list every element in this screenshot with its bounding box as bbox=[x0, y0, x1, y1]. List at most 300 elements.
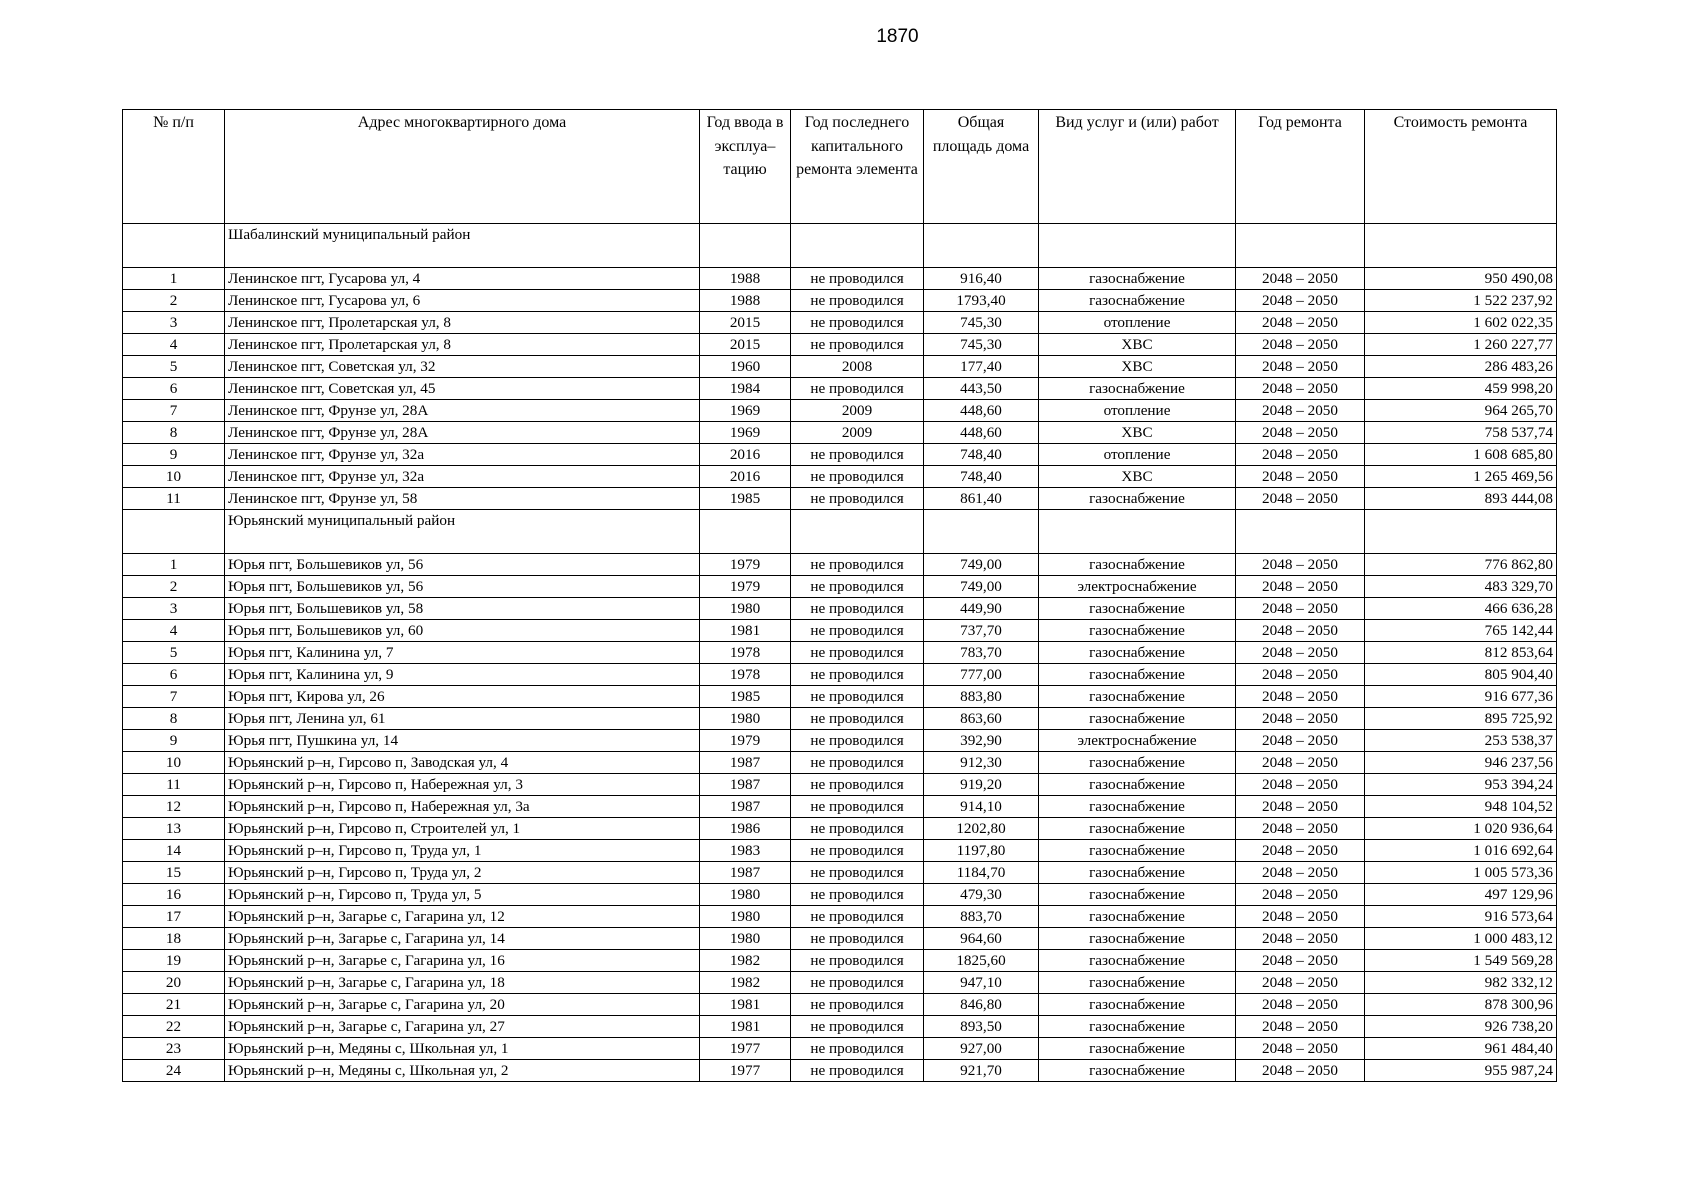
cell-cost: 805 904,40 bbox=[1365, 664, 1557, 686]
cell-last-repair: не проводился bbox=[791, 576, 924, 598]
cell-work-kind: газоснабжение bbox=[1039, 884, 1236, 906]
cell-work-kind: газоснабжение bbox=[1039, 840, 1236, 862]
header-cost: Стоимость ремонта bbox=[1365, 110, 1557, 224]
cell-cost: 1 549 569,28 bbox=[1365, 950, 1557, 972]
cell-area: 893,50 bbox=[924, 1016, 1039, 1038]
cell-year-built: 1977 bbox=[700, 1060, 791, 1082]
cell-address: Ленинское пгт, Гусарова ул, 6 bbox=[225, 290, 700, 312]
empty-cell bbox=[1039, 510, 1236, 554]
cell-area: 777,00 bbox=[924, 664, 1039, 686]
cell-area: 748,40 bbox=[924, 444, 1039, 466]
cell-work-kind: ХВС bbox=[1039, 466, 1236, 488]
cell-repair-period: 2048 – 2050 bbox=[1236, 972, 1365, 994]
empty-cell bbox=[1236, 510, 1365, 554]
cell-area: 927,00 bbox=[924, 1038, 1039, 1060]
table-row bbox=[123, 994, 1557, 1016]
cell-address: Юрьянский р–н, Загарье с, Гагарина ул, 18 bbox=[225, 972, 700, 994]
housing-repair-table bbox=[122, 109, 1557, 1082]
cell-num: 4 bbox=[123, 620, 225, 642]
cell-work-kind: газоснабжение bbox=[1039, 488, 1236, 510]
empty-cell bbox=[791, 510, 924, 554]
empty-cell bbox=[700, 224, 791, 268]
cell-area: 1825,60 bbox=[924, 950, 1039, 972]
cell-address: Юрьянский р–н, Загарье с, Гагарина ул, 27 bbox=[225, 1016, 700, 1038]
cell-area: 749,00 bbox=[924, 554, 1039, 576]
cell-repair-period: 2048 – 2050 bbox=[1236, 818, 1365, 840]
cell-work-kind: газоснабжение bbox=[1039, 686, 1236, 708]
cell-repair-period: 2048 – 2050 bbox=[1236, 576, 1365, 598]
cell-num: 12 bbox=[123, 796, 225, 818]
cell-num: 18 bbox=[123, 928, 225, 950]
cell-repair-period: 2048 – 2050 bbox=[1236, 356, 1365, 378]
cell-address: Ленинское пгт, Фрунзе ул, 32а bbox=[225, 466, 700, 488]
cell-last-repair: не проводился bbox=[791, 642, 924, 664]
cell-last-repair: 2009 bbox=[791, 422, 924, 444]
cell-year-built: 1983 bbox=[700, 840, 791, 862]
cell-cost: 286 483,26 bbox=[1365, 356, 1557, 378]
cell-num: 5 bbox=[123, 356, 225, 378]
cell-last-repair: не проводился bbox=[791, 312, 924, 334]
cell-repair-period: 2048 – 2050 bbox=[1236, 840, 1365, 862]
cell-area: 443,50 bbox=[924, 378, 1039, 400]
cell-repair-period: 2048 – 2050 bbox=[1236, 400, 1365, 422]
cell-work-kind: газоснабжение bbox=[1039, 598, 1236, 620]
cell-last-repair: не проводился bbox=[791, 620, 924, 642]
table-row bbox=[123, 378, 1557, 400]
cell-last-repair: не проводился bbox=[791, 1016, 924, 1038]
cell-cost: 1 000 483,12 bbox=[1365, 928, 1557, 950]
cell-area: 177,40 bbox=[924, 356, 1039, 378]
district-title: Юрьянский муниципальный район bbox=[225, 510, 700, 554]
cell-work-kind: газоснабжение bbox=[1039, 620, 1236, 642]
cell-address: Юрьянский р–н, Загарье с, Гагарина ул, 12 bbox=[225, 906, 700, 928]
cell-cost: 1 005 573,36 bbox=[1365, 862, 1557, 884]
cell-address: Юрьянский р–н, Загарье с, Гагарина ул, 16 bbox=[225, 950, 700, 972]
cell-repair-period: 2048 – 2050 bbox=[1236, 488, 1365, 510]
cell-num: 20 bbox=[123, 972, 225, 994]
cell-address: Юрьянский р–н, Гирсово п, Набережная ул, 3 bbox=[225, 774, 700, 796]
cell-last-repair: не проводился bbox=[791, 488, 924, 510]
cell-year-built: 1984 bbox=[700, 378, 791, 400]
table-row bbox=[123, 884, 1557, 906]
table-row bbox=[123, 268, 1557, 290]
cell-repair-period: 2048 – 2050 bbox=[1236, 1016, 1365, 1038]
cell-repair-period: 2048 – 2050 bbox=[1236, 312, 1365, 334]
cell-cost: 948 104,52 bbox=[1365, 796, 1557, 818]
table-row bbox=[123, 290, 1557, 312]
cell-work-kind: газоснабжение bbox=[1039, 950, 1236, 972]
cell-address: Юрья пгт, Большевиков ул, 60 bbox=[225, 620, 700, 642]
cell-address: Ленинское пгт, Фрунзе ул, 32а bbox=[225, 444, 700, 466]
cell-cost: 1 522 237,92 bbox=[1365, 290, 1557, 312]
header-repair-period: Год ремонта bbox=[1236, 110, 1365, 224]
cell-last-repair: не проводился bbox=[791, 334, 924, 356]
cell-cost: 926 738,20 bbox=[1365, 1016, 1557, 1038]
cell-repair-period: 2048 – 2050 bbox=[1236, 1060, 1365, 1082]
cell-area: 846,80 bbox=[924, 994, 1039, 1016]
cell-area: 914,10 bbox=[924, 796, 1039, 818]
cell-cost: 1 016 692,64 bbox=[1365, 840, 1557, 862]
cell-repair-period: 2048 – 2050 bbox=[1236, 730, 1365, 752]
cell-area: 1793,40 bbox=[924, 290, 1039, 312]
cell-num: 3 bbox=[123, 598, 225, 620]
cell-repair-period: 2048 – 2050 bbox=[1236, 598, 1365, 620]
cell-work-kind: газоснабжение bbox=[1039, 752, 1236, 774]
cell-area: 1197,80 bbox=[924, 840, 1039, 862]
cell-repair-period: 2048 – 2050 bbox=[1236, 950, 1365, 972]
cell-repair-period: 2048 – 2050 bbox=[1236, 444, 1365, 466]
cell-repair-period: 2048 – 2050 bbox=[1236, 334, 1365, 356]
cell-address: Юрьянский р–н, Гирсово п, Строителей ул, 1 bbox=[225, 818, 700, 840]
cell-repair-period: 2048 – 2050 bbox=[1236, 994, 1365, 1016]
cell-work-kind: газоснабжение bbox=[1039, 642, 1236, 664]
table-row bbox=[123, 488, 1557, 510]
cell-area: 737,70 bbox=[924, 620, 1039, 642]
cell-address: Ленинское пгт, Советская ул, 32 bbox=[225, 356, 700, 378]
table-row bbox=[123, 928, 1557, 950]
cell-repair-period: 2048 – 2050 bbox=[1236, 554, 1365, 576]
cell-area: 783,70 bbox=[924, 642, 1039, 664]
cell-area: 861,40 bbox=[924, 488, 1039, 510]
page-number: 1870 bbox=[876, 26, 919, 47]
cell-num: 10 bbox=[123, 466, 225, 488]
table-row bbox=[123, 664, 1557, 686]
cell-repair-period: 2048 – 2050 bbox=[1236, 466, 1365, 488]
cell-cost: 765 142,44 bbox=[1365, 620, 1557, 642]
table-row bbox=[123, 400, 1557, 422]
table-row bbox=[123, 598, 1557, 620]
table-row bbox=[123, 1038, 1557, 1060]
cell-last-repair: не проводился bbox=[791, 752, 924, 774]
table-row bbox=[123, 1060, 1557, 1082]
cell-year-built: 1988 bbox=[700, 290, 791, 312]
cell-cost: 953 394,24 bbox=[1365, 774, 1557, 796]
cell-address: Юрьянский р–н, Гирсово п, Труда ул, 1 bbox=[225, 840, 700, 862]
cell-last-repair: не проводился bbox=[791, 840, 924, 862]
cell-work-kind: газоснабжение bbox=[1039, 796, 1236, 818]
table-row bbox=[123, 730, 1557, 752]
cell-work-kind: газоснабжение bbox=[1039, 906, 1236, 928]
table-row bbox=[123, 620, 1557, 642]
cell-address: Ленинское пгт, Фрунзе ул, 28А bbox=[225, 422, 700, 444]
empty-cell bbox=[1365, 510, 1557, 554]
cell-area: 1184,70 bbox=[924, 862, 1039, 884]
cell-num: 15 bbox=[123, 862, 225, 884]
cell-cost: 497 129,96 bbox=[1365, 884, 1557, 906]
cell-cost: 946 237,56 bbox=[1365, 752, 1557, 774]
cell-work-kind: газоснабжение bbox=[1039, 708, 1236, 730]
empty-cell bbox=[1236, 224, 1365, 268]
cell-last-repair: 2009 bbox=[791, 400, 924, 422]
table-row bbox=[123, 642, 1557, 664]
cell-num: 19 bbox=[123, 950, 225, 972]
cell-year-built: 1969 bbox=[700, 422, 791, 444]
cell-year-built: 1978 bbox=[700, 664, 791, 686]
cell-work-kind: ХВС bbox=[1039, 422, 1236, 444]
cell-num: 1 bbox=[123, 268, 225, 290]
cell-work-kind: газоснабжение bbox=[1039, 1038, 1236, 1060]
cell-address: Юрья пгт, Большевиков ул, 56 bbox=[225, 576, 700, 598]
cell-cost: 1 260 227,77 bbox=[1365, 334, 1557, 356]
cell-work-kind: газоснабжение bbox=[1039, 378, 1236, 400]
cell-address: Ленинское пгт, Фрунзе ул, 58 bbox=[225, 488, 700, 510]
cell-num: 14 bbox=[123, 840, 225, 862]
cell-address: Юрьянский р–н, Гирсово п, Труда ул, 2 bbox=[225, 862, 700, 884]
cell-num: 17 bbox=[123, 906, 225, 928]
cell-year-built: 1969 bbox=[700, 400, 791, 422]
cell-year-built: 1979 bbox=[700, 554, 791, 576]
cell-last-repair: не проводился bbox=[791, 862, 924, 884]
cell-area: 912,30 bbox=[924, 752, 1039, 774]
cell-work-kind: газоснабжение bbox=[1039, 818, 1236, 840]
cell-year-built: 1978 bbox=[700, 642, 791, 664]
cell-repair-period: 2048 – 2050 bbox=[1236, 752, 1365, 774]
cell-cost: 950 490,08 bbox=[1365, 268, 1557, 290]
cell-cost: 964 265,70 bbox=[1365, 400, 1557, 422]
cell-num: 6 bbox=[123, 378, 225, 400]
header-area: Общая площадь дома bbox=[924, 110, 1039, 224]
cell-year-built: 2015 bbox=[700, 334, 791, 356]
cell-year-built: 1987 bbox=[700, 752, 791, 774]
cell-num: 24 bbox=[123, 1060, 225, 1082]
table-row bbox=[123, 1016, 1557, 1038]
cell-num: 9 bbox=[123, 444, 225, 466]
table-row bbox=[123, 334, 1557, 356]
cell-cost: 916 573,64 bbox=[1365, 906, 1557, 928]
cell-num: 1 bbox=[123, 554, 225, 576]
cell-last-repair: не проводился bbox=[791, 928, 924, 950]
district-section-row bbox=[123, 224, 1557, 268]
cell-repair-period: 2048 – 2050 bbox=[1236, 620, 1365, 642]
cell-work-kind: ХВС bbox=[1039, 356, 1236, 378]
cell-address: Юрья пгт, Ленина ул, 61 bbox=[225, 708, 700, 730]
table-body bbox=[123, 224, 1557, 1082]
empty-cell bbox=[924, 224, 1039, 268]
cell-year-built: 1979 bbox=[700, 576, 791, 598]
header-work-kind: Вид услуг и (или) работ bbox=[1039, 110, 1236, 224]
cell-num: 2 bbox=[123, 290, 225, 312]
cell-num: 10 bbox=[123, 752, 225, 774]
table-row bbox=[123, 862, 1557, 884]
cell-work-kind: газоснабжение bbox=[1039, 928, 1236, 950]
cell-work-kind: газоснабжение bbox=[1039, 664, 1236, 686]
cell-last-repair: не проводился bbox=[791, 598, 924, 620]
cell-year-built: 1980 bbox=[700, 928, 791, 950]
cell-last-repair: не проводился bbox=[791, 708, 924, 730]
cell-address: Юрья пгт, Калинина ул, 9 bbox=[225, 664, 700, 686]
cell-year-built: 1987 bbox=[700, 796, 791, 818]
cell-num: 9 bbox=[123, 730, 225, 752]
cell-cost: 893 444,08 bbox=[1365, 488, 1557, 510]
cell-area: 947,10 bbox=[924, 972, 1039, 994]
cell-area: 448,60 bbox=[924, 400, 1039, 422]
cell-num: 23 bbox=[123, 1038, 225, 1060]
cell-num: 16 bbox=[123, 884, 225, 906]
cell-num: 2 bbox=[123, 576, 225, 598]
cell-repair-period: 2048 – 2050 bbox=[1236, 774, 1365, 796]
table-row bbox=[123, 972, 1557, 994]
cell-last-repair: не проводился bbox=[791, 774, 924, 796]
table-row bbox=[123, 796, 1557, 818]
empty-cell bbox=[791, 224, 924, 268]
cell-year-built: 1979 bbox=[700, 730, 791, 752]
cell-cost: 459 998,20 bbox=[1365, 378, 1557, 400]
cell-num: 3 bbox=[123, 312, 225, 334]
cell-repair-period: 2048 – 2050 bbox=[1236, 642, 1365, 664]
cell-address: Ленинское пгт, Гусарова ул, 4 bbox=[225, 268, 700, 290]
cell-last-repair: не проводился bbox=[791, 664, 924, 686]
cell-cost: 982 332,12 bbox=[1365, 972, 1557, 994]
cell-area: 745,30 bbox=[924, 334, 1039, 356]
table-row bbox=[123, 466, 1557, 488]
cell-last-repair: не проводился bbox=[791, 818, 924, 840]
table-row bbox=[123, 774, 1557, 796]
cell-num: 22 bbox=[123, 1016, 225, 1038]
empty-cell bbox=[123, 510, 225, 554]
table-row bbox=[123, 708, 1557, 730]
district-title: Шабалинский муниципальный район bbox=[225, 224, 700, 268]
cell-repair-period: 2048 – 2050 bbox=[1236, 906, 1365, 928]
cell-year-built: 1988 bbox=[700, 268, 791, 290]
cell-cost: 878 300,96 bbox=[1365, 994, 1557, 1016]
table-row bbox=[123, 444, 1557, 466]
cell-repair-period: 2048 – 2050 bbox=[1236, 686, 1365, 708]
cell-address: Ленинское пгт, Пролетарская ул, 8 bbox=[225, 334, 700, 356]
cell-work-kind: газоснабжение bbox=[1039, 774, 1236, 796]
cell-year-built: 1985 bbox=[700, 488, 791, 510]
cell-address: Юрьянский р–н, Загарье с, Гагарина ул, 20 bbox=[225, 994, 700, 1016]
cell-cost: 1 020 936,64 bbox=[1365, 818, 1557, 840]
cell-last-repair: не проводился bbox=[791, 906, 924, 928]
cell-year-built: 1985 bbox=[700, 686, 791, 708]
cell-area: 916,40 bbox=[924, 268, 1039, 290]
cell-work-kind: электроснабжение bbox=[1039, 730, 1236, 752]
table-header-row bbox=[123, 110, 1557, 224]
cell-cost: 895 725,92 bbox=[1365, 708, 1557, 730]
empty-cell bbox=[1039, 224, 1236, 268]
cell-num: 21 bbox=[123, 994, 225, 1016]
table-row bbox=[123, 312, 1557, 334]
cell-area: 745,30 bbox=[924, 312, 1039, 334]
cell-num: 7 bbox=[123, 686, 225, 708]
cell-year-built: 1982 bbox=[700, 972, 791, 994]
cell-num: 8 bbox=[123, 422, 225, 444]
cell-year-built: 1980 bbox=[700, 598, 791, 620]
cell-address: Юрья пгт, Калинина ул, 7 bbox=[225, 642, 700, 664]
cell-cost: 483 329,70 bbox=[1365, 576, 1557, 598]
cell-work-kind: ХВС bbox=[1039, 334, 1236, 356]
cell-address: Юрья пгт, Большевиков ул, 58 bbox=[225, 598, 700, 620]
table-row bbox=[123, 950, 1557, 972]
cell-num: 8 bbox=[123, 708, 225, 730]
cell-year-built: 1980 bbox=[700, 884, 791, 906]
cell-repair-period: 2048 – 2050 bbox=[1236, 862, 1365, 884]
cell-repair-period: 2048 – 2050 bbox=[1236, 796, 1365, 818]
cell-last-repair: не проводился bbox=[791, 554, 924, 576]
cell-area: 863,60 bbox=[924, 708, 1039, 730]
cell-cost: 1 265 469,56 bbox=[1365, 466, 1557, 488]
cell-work-kind: газоснабжение bbox=[1039, 1016, 1236, 1038]
header-year-built: Год ввода в эксплуа– тацию bbox=[700, 110, 791, 224]
cell-num: 4 bbox=[123, 334, 225, 356]
cell-area: 449,90 bbox=[924, 598, 1039, 620]
cell-year-built: 1987 bbox=[700, 774, 791, 796]
cell-work-kind: газоснабжение bbox=[1039, 972, 1236, 994]
cell-address: Ленинское пгт, Пролетарская ул, 8 bbox=[225, 312, 700, 334]
cell-area: 921,70 bbox=[924, 1060, 1039, 1082]
cell-work-kind: электроснабжение bbox=[1039, 576, 1236, 598]
cell-repair-period: 2048 – 2050 bbox=[1236, 268, 1365, 290]
cell-cost: 1 608 685,80 bbox=[1365, 444, 1557, 466]
cell-address: Юрьянский р–н, Гирсово п, Труда ул, 5 bbox=[225, 884, 700, 906]
cell-cost: 776 862,80 bbox=[1365, 554, 1557, 576]
cell-cost: 961 484,40 bbox=[1365, 1038, 1557, 1060]
cell-address: Юрьянский р–н, Медяны с, Школьная ул, 1 bbox=[225, 1038, 700, 1060]
cell-num: 11 bbox=[123, 488, 225, 510]
cell-address: Ленинское пгт, Советская ул, 45 bbox=[225, 378, 700, 400]
cell-last-repair: не проводился bbox=[791, 796, 924, 818]
cell-last-repair: не проводился bbox=[791, 378, 924, 400]
cell-work-kind: газоснабжение bbox=[1039, 1060, 1236, 1082]
cell-year-built: 2015 bbox=[700, 312, 791, 334]
cell-area: 883,80 bbox=[924, 686, 1039, 708]
cell-last-repair: 2008 bbox=[791, 356, 924, 378]
cell-address: Юрья пгт, Кирова ул, 26 bbox=[225, 686, 700, 708]
cell-area: 1202,80 bbox=[924, 818, 1039, 840]
cell-address: Юрьянский р–н, Медяны с, Школьная ул, 2 bbox=[225, 1060, 700, 1082]
cell-address: Юрьянский р–н, Загарье с, Гагарина ул, 14 bbox=[225, 928, 700, 950]
cell-year-built: 1980 bbox=[700, 708, 791, 730]
cell-repair-period: 2048 – 2050 bbox=[1236, 708, 1365, 730]
cell-cost: 758 537,74 bbox=[1365, 422, 1557, 444]
cell-area: 749,00 bbox=[924, 576, 1039, 598]
cell-last-repair: не проводился bbox=[791, 972, 924, 994]
table-row bbox=[123, 686, 1557, 708]
cell-cost: 253 538,37 bbox=[1365, 730, 1557, 752]
cell-area: 883,70 bbox=[924, 906, 1039, 928]
table-row bbox=[123, 752, 1557, 774]
header-num: № п/п bbox=[123, 110, 225, 224]
cell-repair-period: 2048 – 2050 bbox=[1236, 422, 1365, 444]
cell-address: Юрьянский р–н, Гирсово п, Набережная ул, 3а bbox=[225, 796, 700, 818]
empty-cell bbox=[924, 510, 1039, 554]
table-row bbox=[123, 840, 1557, 862]
cell-work-kind: газоснабжение bbox=[1039, 268, 1236, 290]
table-row bbox=[123, 576, 1557, 598]
cell-cost: 812 853,64 bbox=[1365, 642, 1557, 664]
cell-address: Ленинское пгт, Фрунзе ул, 28А bbox=[225, 400, 700, 422]
cell-work-kind: отопление bbox=[1039, 444, 1236, 466]
cell-last-repair: не проводился bbox=[791, 884, 924, 906]
cell-last-repair: не проводился bbox=[791, 730, 924, 752]
cell-repair-period: 2048 – 2050 bbox=[1236, 928, 1365, 950]
table-row bbox=[123, 422, 1557, 444]
cell-last-repair: не проводился bbox=[791, 994, 924, 1016]
table-row bbox=[123, 356, 1557, 378]
cell-year-built: 1977 bbox=[700, 1038, 791, 1060]
cell-year-built: 1981 bbox=[700, 994, 791, 1016]
cell-last-repair: не проводился bbox=[791, 1038, 924, 1060]
cell-area: 748,40 bbox=[924, 466, 1039, 488]
cell-last-repair: не проводился bbox=[791, 950, 924, 972]
cell-address: Юрьянский р–н, Гирсово п, Заводская ул, 4 bbox=[225, 752, 700, 774]
table-row bbox=[123, 818, 1557, 840]
cell-area: 479,30 bbox=[924, 884, 1039, 906]
cell-work-kind: газоснабжение bbox=[1039, 994, 1236, 1016]
cell-last-repair: не проводился bbox=[791, 686, 924, 708]
cell-address: Юрья пгт, Пушкина ул, 14 bbox=[225, 730, 700, 752]
cell-repair-period: 2048 – 2050 bbox=[1236, 290, 1365, 312]
